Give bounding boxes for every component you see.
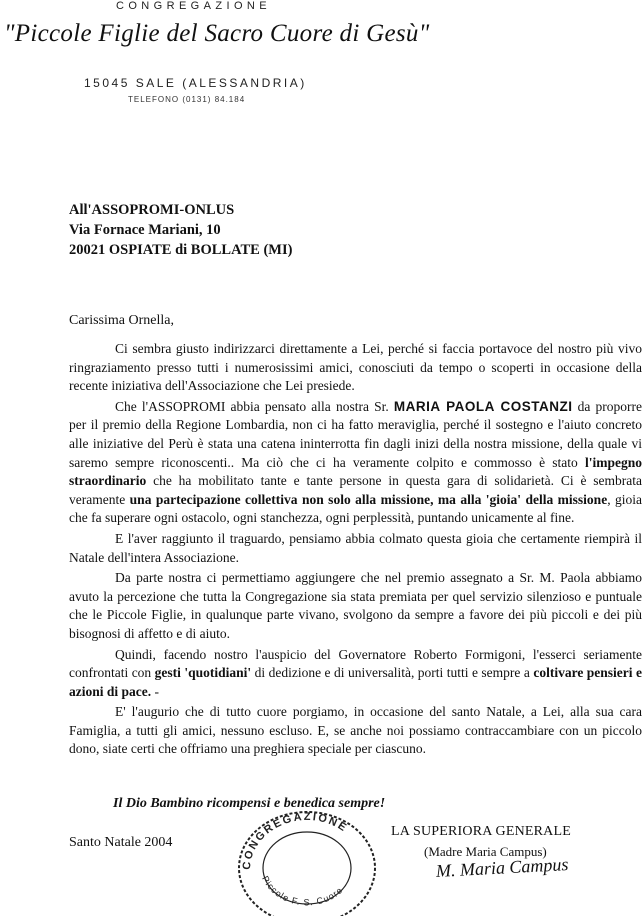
letter-date: Santo Natale 2004	[69, 835, 173, 850]
letterhead-name: "Piccole Figlie del Sacro Cuore di Gesù"	[4, 20, 430, 47]
congregation-stamp	[232, 806, 382, 916]
paragraph-6: E' l'augurio che di tutto cuore porgiamo, in occasione del santo Natale, a Lei, alla sua cara Famiglia, a tutti gli amici, nessuno escluso. E, se anche noi possiamo contraccambiare con un piccolo dono, siate certi che offriamo una preghiera speciale per ciascuno.	[69, 704, 642, 757]
emphasis-partecipazione: una partecipazione collettiva non solo alla missione, ma alla 'gioia' della missione	[129, 491, 608, 507]
recipient-line-3: 20021 OSPIATE di BOLLATE (MI)	[69, 242, 293, 258]
closing-blessing: Il Dio Bambino ricompensi e benedica sempre!	[113, 796, 386, 811]
nominee-name: MARIA PAOLA COSTANZI	[393, 398, 573, 414]
svg-text:CONGREGAZIONE	[241, 811, 350, 870]
recipient-line-1: All'ASSOPROMI-ONLUS	[69, 202, 235, 218]
paragraph-1: Ci sembra giusto indirizzarci direttamente a Lei, perché si faccia portavoce del nostro più vivo ringraziamento presso tutti i numerosissimi amici, conosciuti da tempo o scoperti in occasione della recente iniziativa dell'Associazione che Lei presiede.	[69, 341, 642, 394]
paragraph-4: Da parte nostra ci permettiamo aggiungere che nel premio assegnato a Sr. M. Paola abbiamo avuto la percezione che tutta la Congregazione sia stata premiata per quel servizio silenzioso e puntuale che le Piccole Figlie, in qualunque parte vivano, svolgono da sempre a favore dei più piccoli e dei più bisognosi di affetto e di aiuto.	[69, 570, 642, 641]
letterhead-phone: TELEFONO (0131) 84.184	[128, 95, 246, 104]
paragraph-3: E l'aver raggiunto il traguardo, pensiamo abbia colmato questa gioia che certamente riempirà il Natale dell'intera Associazione.	[69, 530, 642, 565]
emphasis-pace: coltivare pensieri e azioni di pace.	[69, 665, 642, 699]
stamp-top-text: CONGREGAZIONE	[240, 810, 350, 871]
signatory-title: LA SUPERIORA GENERALE	[391, 824, 571, 839]
emphasis-impegno: l'impegno straordinario	[69, 454, 642, 489]
paragraph-5: Quindi, facendo nostro l'auspicio del Governatore Roberto Formigoni, l'esserci seriamente confrontati con gesti 'quotidiani' di dedizione e di universalità, porti tutti e sempre a coltivare pensieri e azioni di pace. -	[69, 646, 642, 699]
letterhead-congregation: CONGREGAZIONE	[116, 0, 271, 12]
paragraph-2: Che l'ASSOPROMI abbia pensato alla nostra Sr. MARIA PAOLA COSTANZI da proporre per il premio della Regione Lombardia, non ci ha fatto meraviglia, perché il sostegno e l'aiuto concreto alle iniziative del Perù è stata una catena ininterrotta fin dagli inizi della nostra missione, della quale vi saremo sempre riconoscenti.. Ma ciò che ci ha veramente colpito e commosso è stato l'impegno straordinario che ha mobilitato tante e tante persone in questa gara di solidarietà. Ci è sembrata veramente una partecipazione collettiva non solo alla missione, ma alla 'gioia' della missione, gioia che fa superare ogni ostacolo, ogni stanchezza, ogni perplessità, puntando unicamente al fine.	[69, 398, 642, 526]
stamp-bottom-text: Piccole F. S. Cuore	[260, 874, 345, 908]
svg-text:Piccole F. S. Cuore	[260, 874, 345, 907]
recipient-line-2: Via Fornace Mariani, 10	[69, 222, 221, 238]
signatory-name: (Madre Maria Campus)	[424, 844, 547, 859]
greeting: Carissima Ornella,	[69, 313, 174, 328]
letterhead-city: 15045 SALE (ALESSANDRIA)	[84, 76, 307, 90]
emphasis-gesti: gesti 'quotidiani'	[154, 665, 252, 681]
handwritten-signature: M. Maria Campus	[435, 854, 569, 881]
letter-body	[69, 340, 642, 759]
